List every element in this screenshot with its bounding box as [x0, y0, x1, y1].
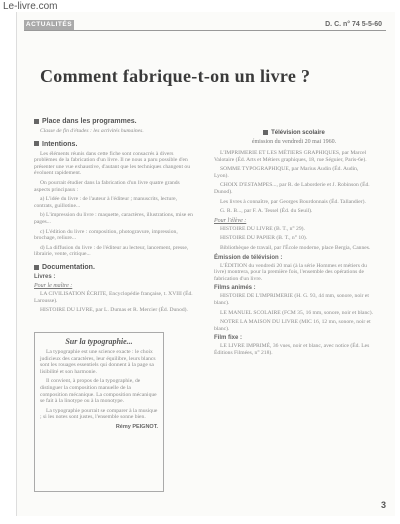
- tv-date: émission du vendredi 20 mai 1960.: [251, 139, 337, 146]
- page-number: 3: [380, 500, 386, 510]
- bullet-square-icon: [34, 141, 39, 146]
- film-item: HISTOIRE DE L'IMPRIMERIE (H. G. 93, 44 mm, sonore, noir et blanc).: [214, 293, 369, 306]
- eleve-item: HISTOIRE DU LIVRE (B. T., n° 29).: [220, 225, 305, 232]
- documentation-heading: Documentation.: [42, 263, 95, 271]
- film-item: NOTRE LA MAISON DU LIVRE (MIC 16, 12 mn, sonore, noir et blanc).: [214, 319, 371, 332]
- intentions-heading: Intentions.: [42, 140, 78, 148]
- box-paragraph: Il convient, à propos de la typographie, de distinguer la composition manuelle de la composition mécanique. La composition mécanique se fait à la linotype ou à la monotype.: [40, 378, 157, 405]
- reference-item: G. R. B..., par F. A. Tessel (Éd. du Seuil).: [220, 208, 313, 215]
- eleve-item: Bibliothèque de travail, par l'École moderne, place Bergia, Cannes.: [220, 245, 371, 252]
- maitre-heading: Pour le maître :: [34, 282, 73, 289]
- left-column: [34, 112, 196, 317]
- film-item: LE MANUEL SCOLAIRE (FCM 35, 16 mm, sonore, noir et blanc).: [220, 309, 373, 316]
- eleve-item: HISTOIRE DU PAPIER (B. T., n° 10).: [220, 235, 308, 242]
- page-header: [24, 20, 386, 31]
- intentions-paragraph: c) L'édition du livre : composition, photogravure, impression, brochage, reliure...: [34, 228, 178, 242]
- intentions-paragraph: Les éléments réunis dans cette fiche sont consacrés à divers problèmes de la fabrication d'un livre. Il ne nous a paru possible d'en présenter une vue exhaustive, d'autant que les techniques changent ou évoluent rapidement.: [34, 150, 191, 177]
- typographie-box: [34, 332, 164, 492]
- programmes-text: Classe de fin d'études : les activités humaines.: [40, 128, 144, 134]
- eleve-heading: Pour l'élève :: [214, 217, 247, 224]
- filmfixe-text: LE LIVRE IMPRIMÉ, 36 vues, noir et blanc, avec notice (Éd. Les Éditions Filmées, n° 218).: [214, 343, 370, 356]
- watermark: Le-livre.com: [3, 1, 58, 12]
- intentions-paragraph: b) L'impression du livre : maquette, caractères, illustrations, mise en pages...: [34, 212, 193, 225]
- bullet-square-icon: [263, 130, 268, 135]
- reference-item: Les livres à connaître, par Georges Bourdonnais (Éd. Tallandier).: [220, 198, 366, 205]
- reference-item: CHOIX D'ESTAMPES..., par R. de Laborderie et J. Robinson (Éd. Dunod).: [214, 182, 370, 196]
- book-reference: LA CIVILISATION ÉCRITE, Encyclopédie française, t. XVIII (Éd. Larousse).: [34, 290, 193, 304]
- reference-item: SOMME TYPOGRAPHIQUE, par Marius Audin (Éd. Audin, Lyon).: [214, 166, 359, 179]
- bullet-square-icon: [34, 265, 39, 270]
- box-signature: Rémy PEIGNOT.: [115, 423, 158, 430]
- films-heading: Films animés :: [214, 285, 256, 292]
- box-paragraph: La typographie est une science exacte : le choix judicieux des caractères, leur équilibre, leurs blancs sont les rouages essentiels qui donnent à la page sa lisibilité et son harmonie.: [40, 349, 156, 375]
- intentions-paragraph: On pourrait étudier dans la fabrication d'un livre quatre grands aspects principaux :: [34, 179, 180, 193]
- programmes-heading: Place dans les programmes.: [42, 118, 137, 125]
- emission-heading: Émission de télévision :: [214, 254, 283, 261]
- intentions-paragraph: a) L'idée du livre : de l'auteur à l'éditeur ; manuscrits, lecture, contrats, guillotine...: [34, 196, 178, 209]
- section-rubric: ACTUALITÉS: [25, 21, 73, 28]
- right-column: [214, 128, 374, 360]
- filmfixe-heading: Film fixe :: [214, 335, 243, 342]
- livres-heading: Livres :: [34, 273, 56, 280]
- tv-heading: Télévision scolaire: [271, 130, 325, 137]
- box-title: Sur la typographie...: [65, 337, 133, 346]
- reference-item: L'IMPRIMERIE ET LES MÉTIERS GRAPHIQUES, par Marcel Valotaire (Éd. Arts et Métiers graphiques, 18, rue Séguier, Paris-6e).: [214, 150, 367, 163]
- emission-text: L'ÉDITION du vendredi 20 mai (à la série Hommes et métiers du livre) montrera, pour la première fois, l'ensemble des opérations de fabrication d'un livre.: [214, 262, 367, 282]
- issue-number: D. C. n° 74 5-5-60: [325, 21, 382, 28]
- book-reference: HISTOIRE DU LIVRE, par L. Dumas et R. Mercier (Éd. Dunod).: [40, 307, 188, 314]
- page-title: Comment fabrique-t-on un livre ?: [40, 66, 311, 86]
- box-paragraph: La typographie pourrait se comparer à la musique ; si les notes sont justes, l'ensemble sonne bien.: [40, 407, 158, 421]
- intentions-paragraph: d) La diffusion du livre : de l'éditeur au lecteur, lancement, presse, librairie, vente, critique...: [34, 244, 189, 258]
- bullet-square-icon: [34, 119, 39, 124]
